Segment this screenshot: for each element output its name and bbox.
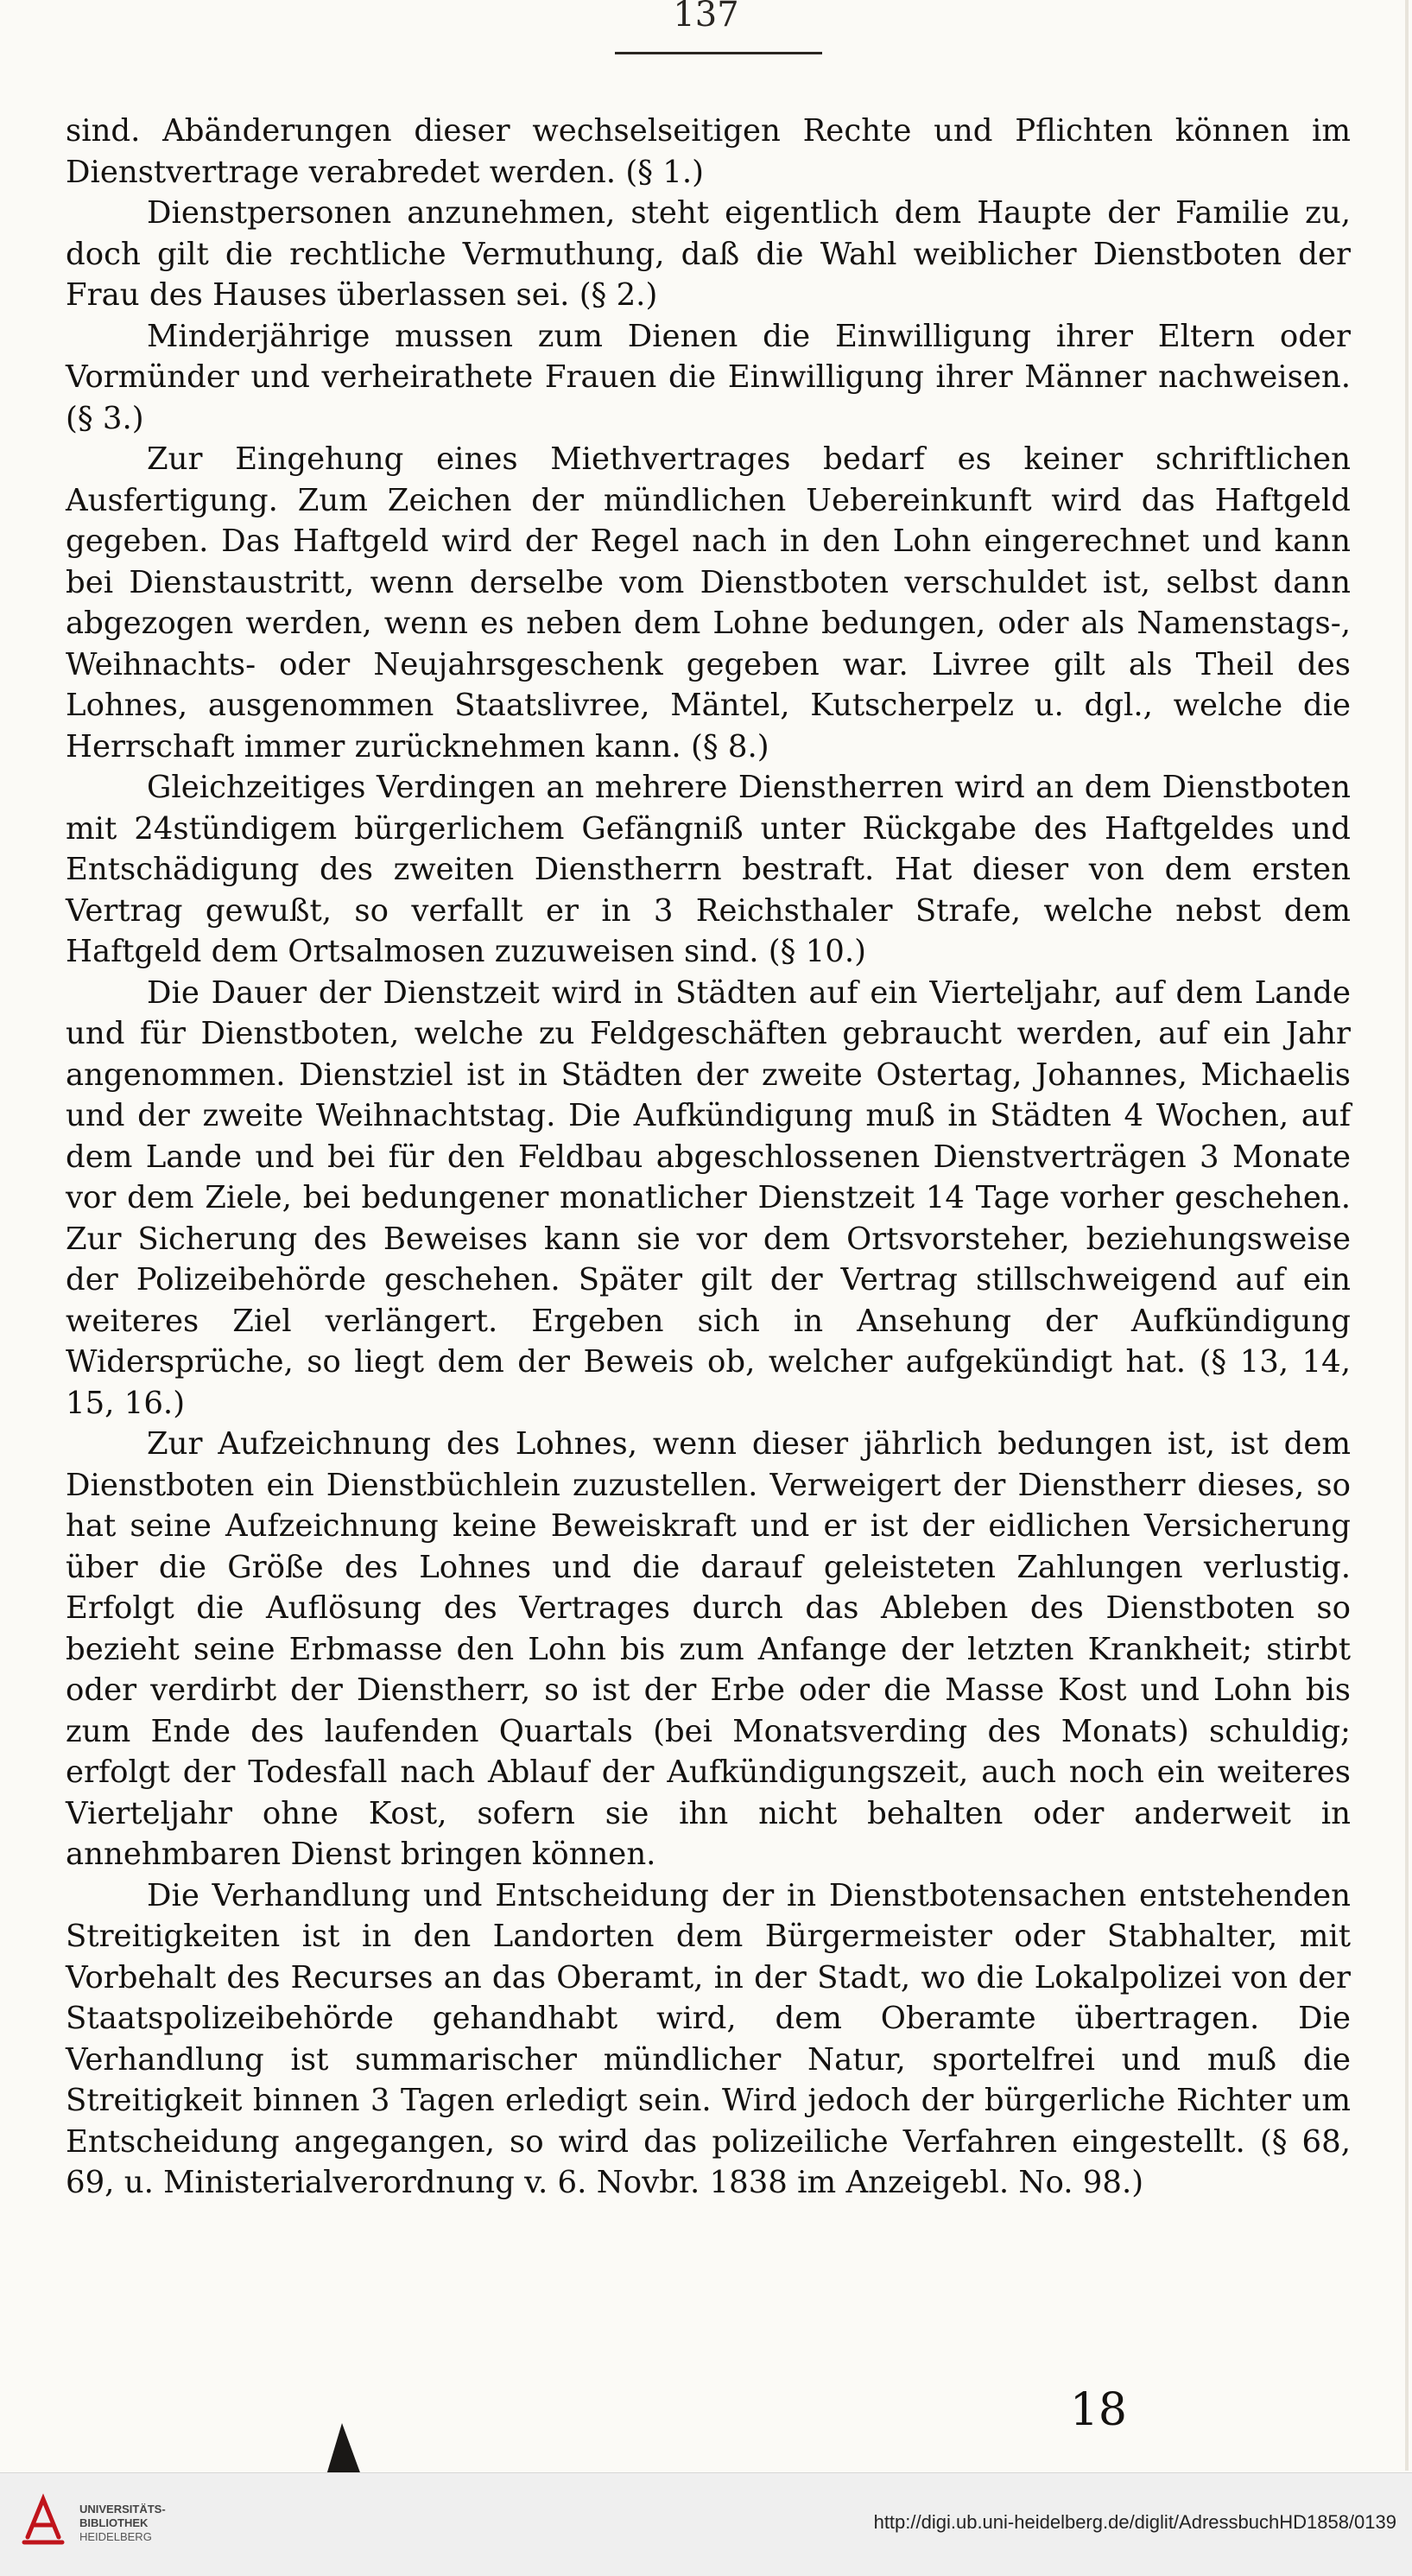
library-name-line-1: UNIVERSITÄTS- <box>79 2503 166 2516</box>
page-number-top: 137 <box>673 0 739 35</box>
library-logo-icon <box>17 2492 69 2549</box>
library-name-line-2: BIBLIOTHEK <box>79 2516 149 2529</box>
paragraph-2: Dienstpersonen anzunehmen, steht eigentlich dem Haupte der Familie zu, doch gilt die rechtliche Vermuthung, daß die Wahl weiblicher Dienstboten der Frau des Hauses überlassen sei. (§ 2.) <box>66 195 1351 313</box>
library-name <box>79 2503 166 2544</box>
ink-mark <box>326 2423 361 2475</box>
paragraph-1: sind. Abänderungen dieser wechselseitigen Rechte und Pflichten können im Dienstvertrage verabredet werden. (§ 1.) <box>66 113 1351 190</box>
paragraph-8: Die Verhandlung und Entscheidung der in Dienstbotensachen entstehenden Streitigkeiten ist in den Landorten dem Bürgermeister oder Stabhalter, mit Vorbehalt des Recurses an das Oberamt, in der Stadt, wo die Lokalpolizei von der Staatspolizeibehörde gehandhabt wird, dem Oberamte übertragen. Die Verhandlung ist summarischer mündlicher Natur, sportelfrei und muß die Streitigkeit binnen 3 Tagen erledigt sein. Wird jedoch der bürgerliche Richter um Entscheidung angegangen, so wird das polizeiliche Verfahren eingestellt. (§ 68, 69, u. Ministerialverordnung v. 6. Novbr. 1838 im Anzeigebl. No. 98.) <box>66 1877 1351 2200</box>
library-name-line-3: HEIDELBERG <box>79 2530 152 2543</box>
paragraph-6: Die Dauer der Dienstzeit wird in Städten auf ein Vierteljahr, auf dem Lande und für Dienstboten, welche zu Feldgeschäften gebraucht werden, auf ein Jahr angenommen. Dienstziel ist in Städten der zweite Ostertag, Johannes, Michaelis und der zweite Weihnachtstag. Die Aufkündigung muß in Städten 4 Wochen, auf dem Lande und bei für den Feldbau abgeschlossenen Dienstverträgen 3 Monate vor dem Ziele, bei bedungener monatlicher Dienstzeit 14 Tage vorher geschehen. Zur Sicherung des Beweises kann sie vor dem Ortsvorsteher, beziehungsweise der Polizeibehörde geschehen. Später gilt der Vertrag stillschweigend auf ein weiteres Ziel verlängert. Ergeben sich in Ansehung der Aufkündigung Widersprüche, so liegt dem der Beweis ob, welcher aufgekündigt hat. (§ 13, 14, 15, 16.) <box>66 974 1351 1421</box>
footer-bar <box>0 2472 1412 2576</box>
paragraph-3: Minderjährige mussen zum Dienen die Einwilligung ihrer Eltern oder Vormünder und verheirathete Frauen die Einwilligung ihrer Männer nachweisen. (§ 3.) <box>66 318 1351 436</box>
paragraph-5: Gleichzeitiges Verdingen an mehrere Dienstherren wird an dem Dienstboten mit 24stündigem bürgerlichem Gefängniß unter Rückgabe des Haftgeldes und Entschädigung des zweiten Dienstherrn bestraft. Hat dieser von dem ersten Vertrag gewußt, so verfallt er in 3 Reichsthaler Strafe, welche nebst dem Haftgeld dem Ortsalmosen zuzuweisen sind. (§ 10.) <box>66 770 1351 969</box>
paragraph-4: Zur Eingehung eines Miethvertrages bedarf es keiner schriftlichen Ausfertigung. Zum Zeichen der mündlichen Uebereinkunft wird das Haftgeld gegeben. Das Haftgeld wird der Regel nach in den Lohn eingerechnet und kann bei Dienstaustritt, wenn derselbe vom Dienstboten verschuldet ist, selbst dann abgezogen werden, wenn es neben dem Lohne bedungen, oder als Namenstags-, Weihnachts- oder Neujahrsgeschenk gegeben war. Livree gilt als Theil des Lohnes, ausgenommen Staatslivree, Mäntel, Kutscherpelz u. dgl., welche die Herrschaft immer zurücknehmen kann. (§ 8.) <box>66 441 1351 765</box>
paragraph-7: Zur Aufzeichnung des Lohnes, wenn dieser jährlich bedungen ist, ist dem Dienstboten ein Dienstbüchlein zuzustellen. Verweigert der Dienstherr dieses, so hat seine Aufzeichnung keine Beweiskraft und er ist der eidlichen Versicherung über die Größe des Lohnes und die darauf geleisteten Zahlungen verlustig. Erfolgt die Auflösung des Vertrages durch das Ableben des Dienstboten so bezieht seine Erbmasse den Lohn bis zum Anfange der letzten Krankheit; stirbt oder verdirbt der Dienstherr, so ist der Erbe oder die Masse Kost und Lohn bis zum Ende des laufenden Quartals (bei Monatsverding des Monats) schuldig; erfolgt der Todesfall nach Ablauf der Aufkündigungszeit, auch noch ein weiteres Vierteljahr ohne Kost, sofern sie ihn nicht behalten oder anderweit in annehmbaren Dienst bringen können. <box>66 1426 1351 1872</box>
source-url-link[interactable]: http://digi.ub.uni-heidelberg.de/diglit/AdressbuchHD1858/0139 <box>873 2511 1396 2533</box>
page-edge <box>1405 0 1409 2471</box>
top-rule <box>615 52 822 54</box>
document-body <box>66 111 1351 2204</box>
page-number-bottom: 18 <box>1069 2384 1127 2436</box>
